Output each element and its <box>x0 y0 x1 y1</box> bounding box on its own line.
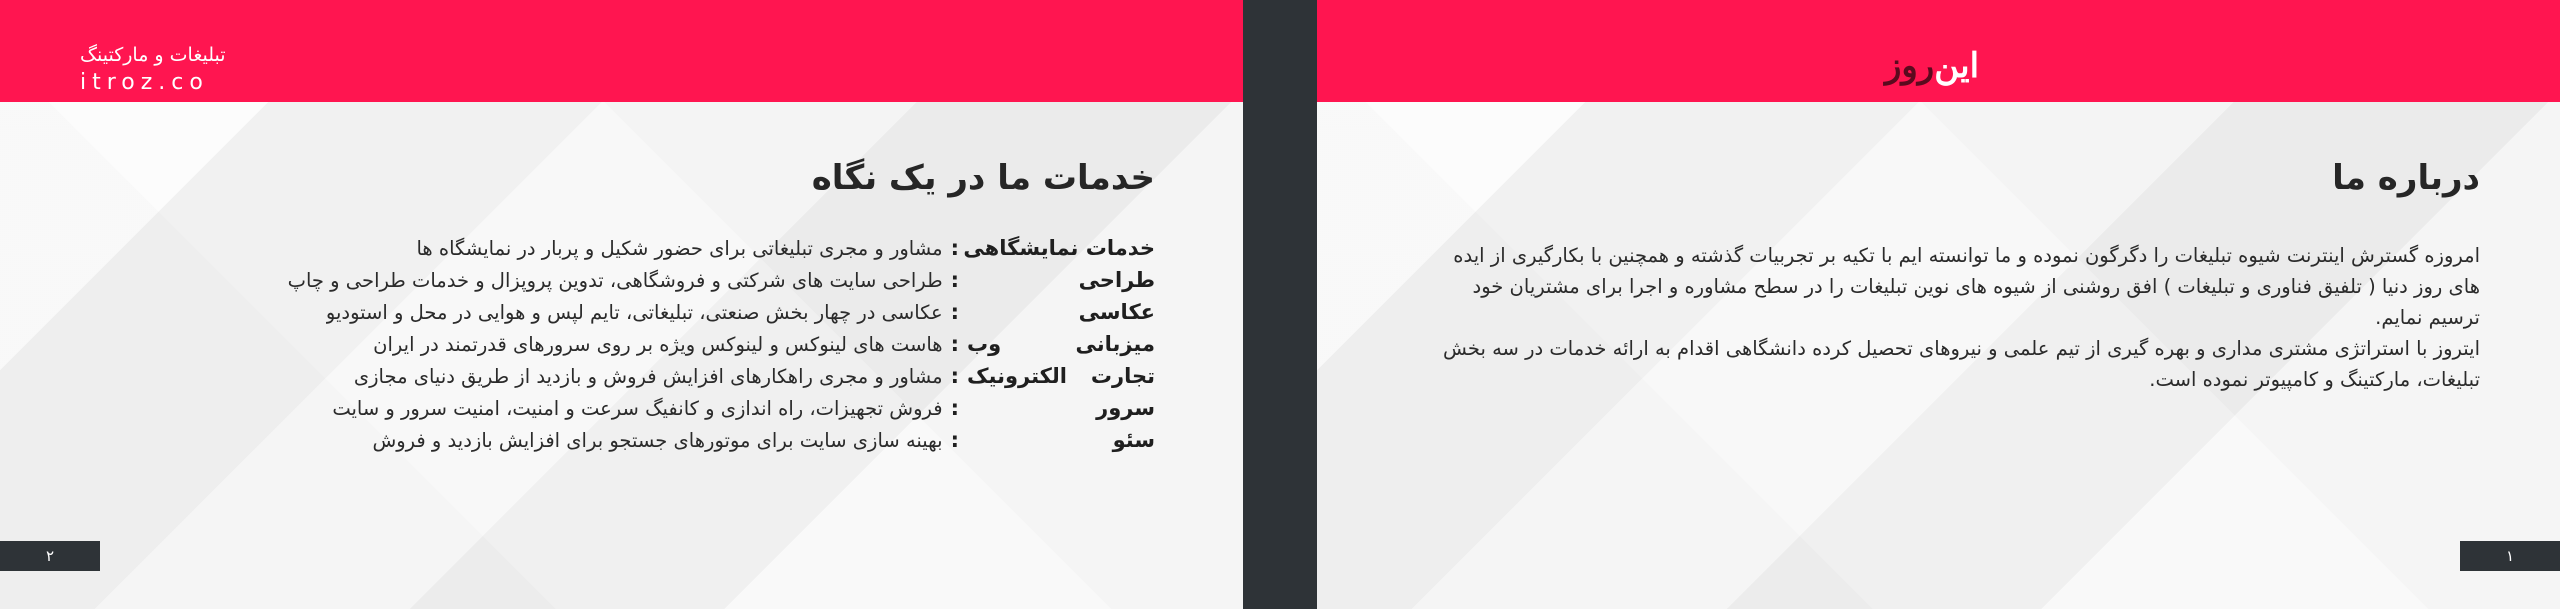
service-row <box>155 396 1155 428</box>
service-colon: : <box>950 364 959 388</box>
service-label: خدمات نمایشگاهی <box>963 236 1155 260</box>
services-list <box>155 236 1155 460</box>
service-colon: : <box>950 236 959 260</box>
service-label: طراحی <box>1078 268 1155 292</box>
service-description: بهینه سازی سایت برای موتورهای جستجو برای افزایش بازدید و فروش <box>372 429 943 452</box>
logo-part-b: روز <box>1884 46 1935 86</box>
service-description: مشاور و مجری راهکارهای افزایش فروش و بازدید از طریق دنیای مجازی <box>353 365 943 388</box>
page-number-right: ۱ <box>2460 541 2560 571</box>
service-colon: : <box>950 428 959 452</box>
service-row <box>155 236 1155 268</box>
service-colon: : <box>950 332 959 356</box>
service-label: تجارت الکترونیک <box>967 364 1155 388</box>
service-row <box>155 364 1155 396</box>
service-description: فروش تجهیزات، راه اندازی و کانفیگ سرعت و امنیت، امنیت سرور و سایت <box>332 397 943 420</box>
service-label: سرور <box>1096 396 1155 420</box>
services-title: خدمات ما در یک نگاه <box>811 158 1155 198</box>
about-paragraph-2: ایتروز با استراتژی مشتری مداری و بهره گیری از تیم علمی و نیروهای تحصیل کرده دانشگاهی اقدام به ارائه خدمات در سه بخش تبلیغات، مارکتینگ و کامپیوتر نموده است. <box>1443 337 2480 391</box>
service-row <box>155 268 1155 300</box>
about-body <box>1430 240 2480 395</box>
brand-domain: itroz.co <box>80 70 209 95</box>
book-spine <box>1243 0 1317 609</box>
service-row <box>155 300 1155 332</box>
left-page <box>0 0 1243 609</box>
service-row <box>155 428 1155 460</box>
service-description: عکاسی در چهار بخش صنعتی، تبلیغاتی، تایم لپس و هوایی در محل و استودیو <box>325 301 943 324</box>
page-number-left: ۲ <box>0 541 100 571</box>
service-label: سئو <box>1112 428 1155 452</box>
service-colon: : <box>950 268 959 292</box>
service-label: میزبانی وب <box>967 332 1155 356</box>
service-label: عکاسی <box>1078 300 1155 324</box>
service-colon: : <box>950 300 959 324</box>
service-colon: : <box>950 396 959 420</box>
logo-part-a: این <box>1934 46 1980 86</box>
right-page <box>1317 0 2560 609</box>
service-description: هاست های لینوکس و لینوکس ویژه بر روی سرورهای قدرتمند در ایران <box>373 333 943 356</box>
service-row <box>155 332 1155 364</box>
about-paragraph-1: امروزه گسترش اینترنت شیوه تبلیغات را دگرگون نموده و ما توانسته ایم با تکیه بر تجربیات گذشته و همچنین با بکارگیری از ایده های روز دنیا ( تلفیق فناوری و تبلیغات ) افق روشنی از شیوه های نوین تبلیغات را در سطح مشاوره و اجرا برای مشتریان خود ترسیم نمایم. <box>1453 244 2480 329</box>
about-title: درباره ما <box>2332 158 2480 198</box>
brand-logo <box>1877 44 1987 88</box>
service-description: طراحی سایت های شرکتی و فروشگاهی، تدوین پروپزال و خدمات طراحی و چاپ <box>287 269 943 292</box>
brand-tagline: تبلیغات و مارکتینگ <box>80 44 226 66</box>
service-description: مشاور و مجری تبلیغاتی برای حضور شکیل و پربار در نمایشگاه ها <box>416 237 943 260</box>
